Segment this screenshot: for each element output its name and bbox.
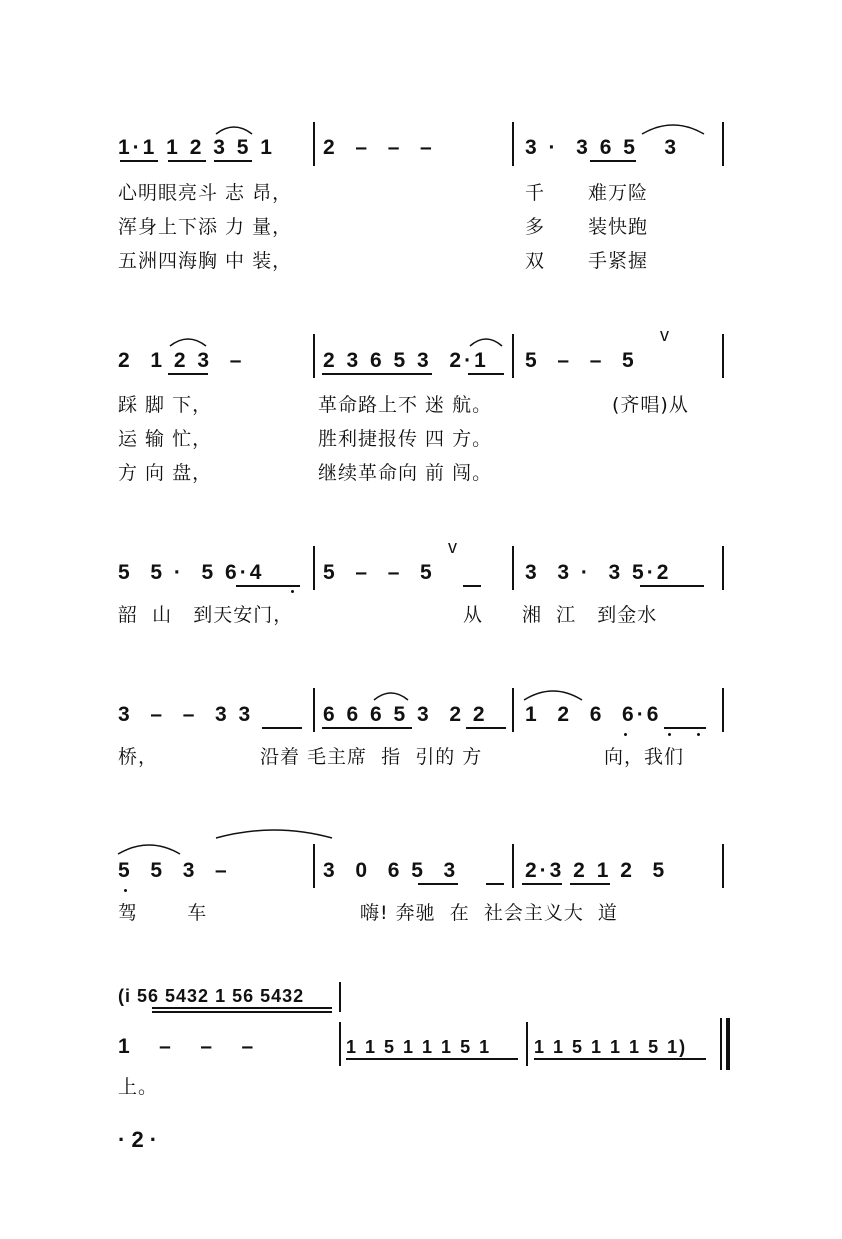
barline bbox=[512, 688, 514, 732]
measure: 3 0 6 5 3 bbox=[323, 859, 459, 882]
lyric: 湘 江 到金水 bbox=[522, 604, 658, 626]
measure: 1·1 1 2 3 5 1 bbox=[118, 136, 275, 159]
underline bbox=[486, 883, 504, 885]
lyric-verse-2: 运 输 忙， bbox=[118, 428, 213, 450]
underline bbox=[590, 160, 636, 162]
bracket-interlude: (i 56 5432 1 56 5432 bbox=[118, 986, 305, 1006]
lyric: 韶 山 到天安门， bbox=[118, 604, 294, 626]
underline bbox=[262, 727, 302, 729]
barline bbox=[512, 844, 514, 888]
measure: 1 1 5 1 1 1 5 1) bbox=[534, 1037, 688, 1057]
measure: 5 5 3 – bbox=[118, 859, 230, 882]
barline bbox=[526, 1022, 528, 1066]
underline bbox=[168, 373, 208, 375]
underline bbox=[664, 727, 706, 729]
lyric-verse-3: 手紧握 bbox=[588, 250, 649, 272]
underline bbox=[534, 1058, 706, 1060]
measure: 1 1 5 1 1 1 5 1 bbox=[346, 1037, 492, 1057]
lyric-verse-3: 双 bbox=[525, 250, 546, 272]
lyric-verse-1: 革命路上不 迷 航。 bbox=[318, 394, 493, 416]
lyric-verse-1: 难万险 bbox=[588, 182, 649, 204]
lyric: 桥， bbox=[118, 746, 159, 768]
breath-mark: v bbox=[660, 325, 671, 345]
barline bbox=[313, 122, 315, 166]
measure: 2 – – – bbox=[323, 136, 435, 159]
lyric-verse-2: 胜利捷报传 四 方。 bbox=[318, 428, 493, 450]
barline bbox=[722, 546, 724, 590]
underline bbox=[570, 883, 610, 885]
lyric-verse-1: 千 bbox=[525, 182, 546, 204]
breath-mark: v bbox=[448, 537, 459, 557]
measure: 2·3 2 1 2 5 bbox=[525, 859, 668, 882]
measure: 3 3 · 3 5·2 bbox=[525, 561, 672, 584]
underline bbox=[120, 160, 158, 162]
measure: 1 – – – bbox=[118, 1035, 257, 1058]
barline bbox=[722, 334, 724, 378]
barline bbox=[339, 982, 341, 1012]
measure: 5 5 · 5 6·4 bbox=[118, 561, 265, 584]
lyric-verse-1: (齐唱)从 bbox=[612, 394, 689, 416]
octave-dot bbox=[124, 889, 127, 892]
underline bbox=[463, 585, 481, 587]
octave-dot bbox=[624, 733, 627, 736]
barline bbox=[313, 546, 315, 590]
barline bbox=[512, 546, 514, 590]
lyric: 沿着 毛主席 指 引的 方 bbox=[260, 746, 483, 768]
measure: 2 3 6 5 3 2·1 bbox=[323, 349, 489, 372]
barline bbox=[313, 334, 315, 378]
lyric: 驾 车 bbox=[118, 902, 208, 924]
underline bbox=[152, 1011, 332, 1013]
lyric-verse-2: 浑身上下添 力 量， bbox=[118, 216, 293, 238]
measure: 6 6 6 5 3 2 2 bbox=[323, 703, 488, 726]
measure: 5 – – 5 bbox=[323, 561, 435, 584]
measure: 3 · 3 6 5 3 bbox=[525, 136, 680, 159]
barline bbox=[512, 334, 514, 378]
underline bbox=[418, 883, 458, 885]
barline bbox=[722, 844, 724, 888]
slur bbox=[116, 840, 182, 856]
barline bbox=[339, 1022, 341, 1066]
final-barline bbox=[720, 1018, 722, 1070]
lyric: 向，我们 bbox=[604, 746, 685, 768]
octave-dot bbox=[668, 733, 671, 736]
barline bbox=[512, 122, 514, 166]
underline bbox=[346, 1058, 518, 1060]
slur bbox=[640, 120, 706, 136]
underline bbox=[214, 160, 252, 162]
lyric-verse-2: 多 bbox=[525, 216, 546, 238]
measure: 5 – – 5 bbox=[525, 349, 637, 372]
underline bbox=[322, 373, 432, 375]
lyric: 嗨! 奔驰 在 社会主义大 道 bbox=[360, 902, 618, 924]
lyric-verse-3: 方 向 盘， bbox=[118, 462, 213, 484]
underline bbox=[236, 585, 300, 587]
lyric-verse-1: 心明眼亮斗 志 昂， bbox=[118, 182, 293, 204]
lyric: 从 bbox=[463, 604, 484, 626]
underline bbox=[322, 727, 412, 729]
lyric-verse-2: 装快跑 bbox=[588, 216, 649, 238]
lyric-verse-3: 五洲四海胸 中 装， bbox=[118, 250, 293, 272]
slur bbox=[214, 122, 254, 136]
lyric: 上。 bbox=[118, 1076, 159, 1098]
page-number: · 2 · bbox=[118, 1127, 158, 1152]
underline bbox=[466, 727, 506, 729]
octave-dot bbox=[697, 733, 700, 736]
underline bbox=[640, 585, 704, 587]
octave-dot bbox=[291, 590, 294, 593]
measure: 2 1 2 3 – bbox=[118, 349, 245, 372]
barline bbox=[313, 688, 315, 732]
slur bbox=[372, 688, 410, 702]
lyric-verse-3: 继续革命向 前 闯。 bbox=[318, 462, 493, 484]
underline bbox=[168, 160, 206, 162]
slur bbox=[168, 334, 208, 348]
barline bbox=[313, 844, 315, 888]
tie bbox=[214, 826, 334, 840]
measure: 3 – – 3 3 bbox=[118, 703, 254, 726]
barline bbox=[722, 688, 724, 732]
slur bbox=[468, 334, 504, 348]
underline bbox=[152, 1007, 332, 1009]
underline bbox=[468, 373, 504, 375]
barline bbox=[722, 122, 724, 166]
final-barline bbox=[726, 1018, 730, 1070]
measure: 1 2 6 6·6 bbox=[525, 703, 662, 726]
slur bbox=[522, 686, 584, 702]
lyric-verse-1: 踩 脚 下， bbox=[118, 394, 213, 416]
underline bbox=[522, 883, 562, 885]
